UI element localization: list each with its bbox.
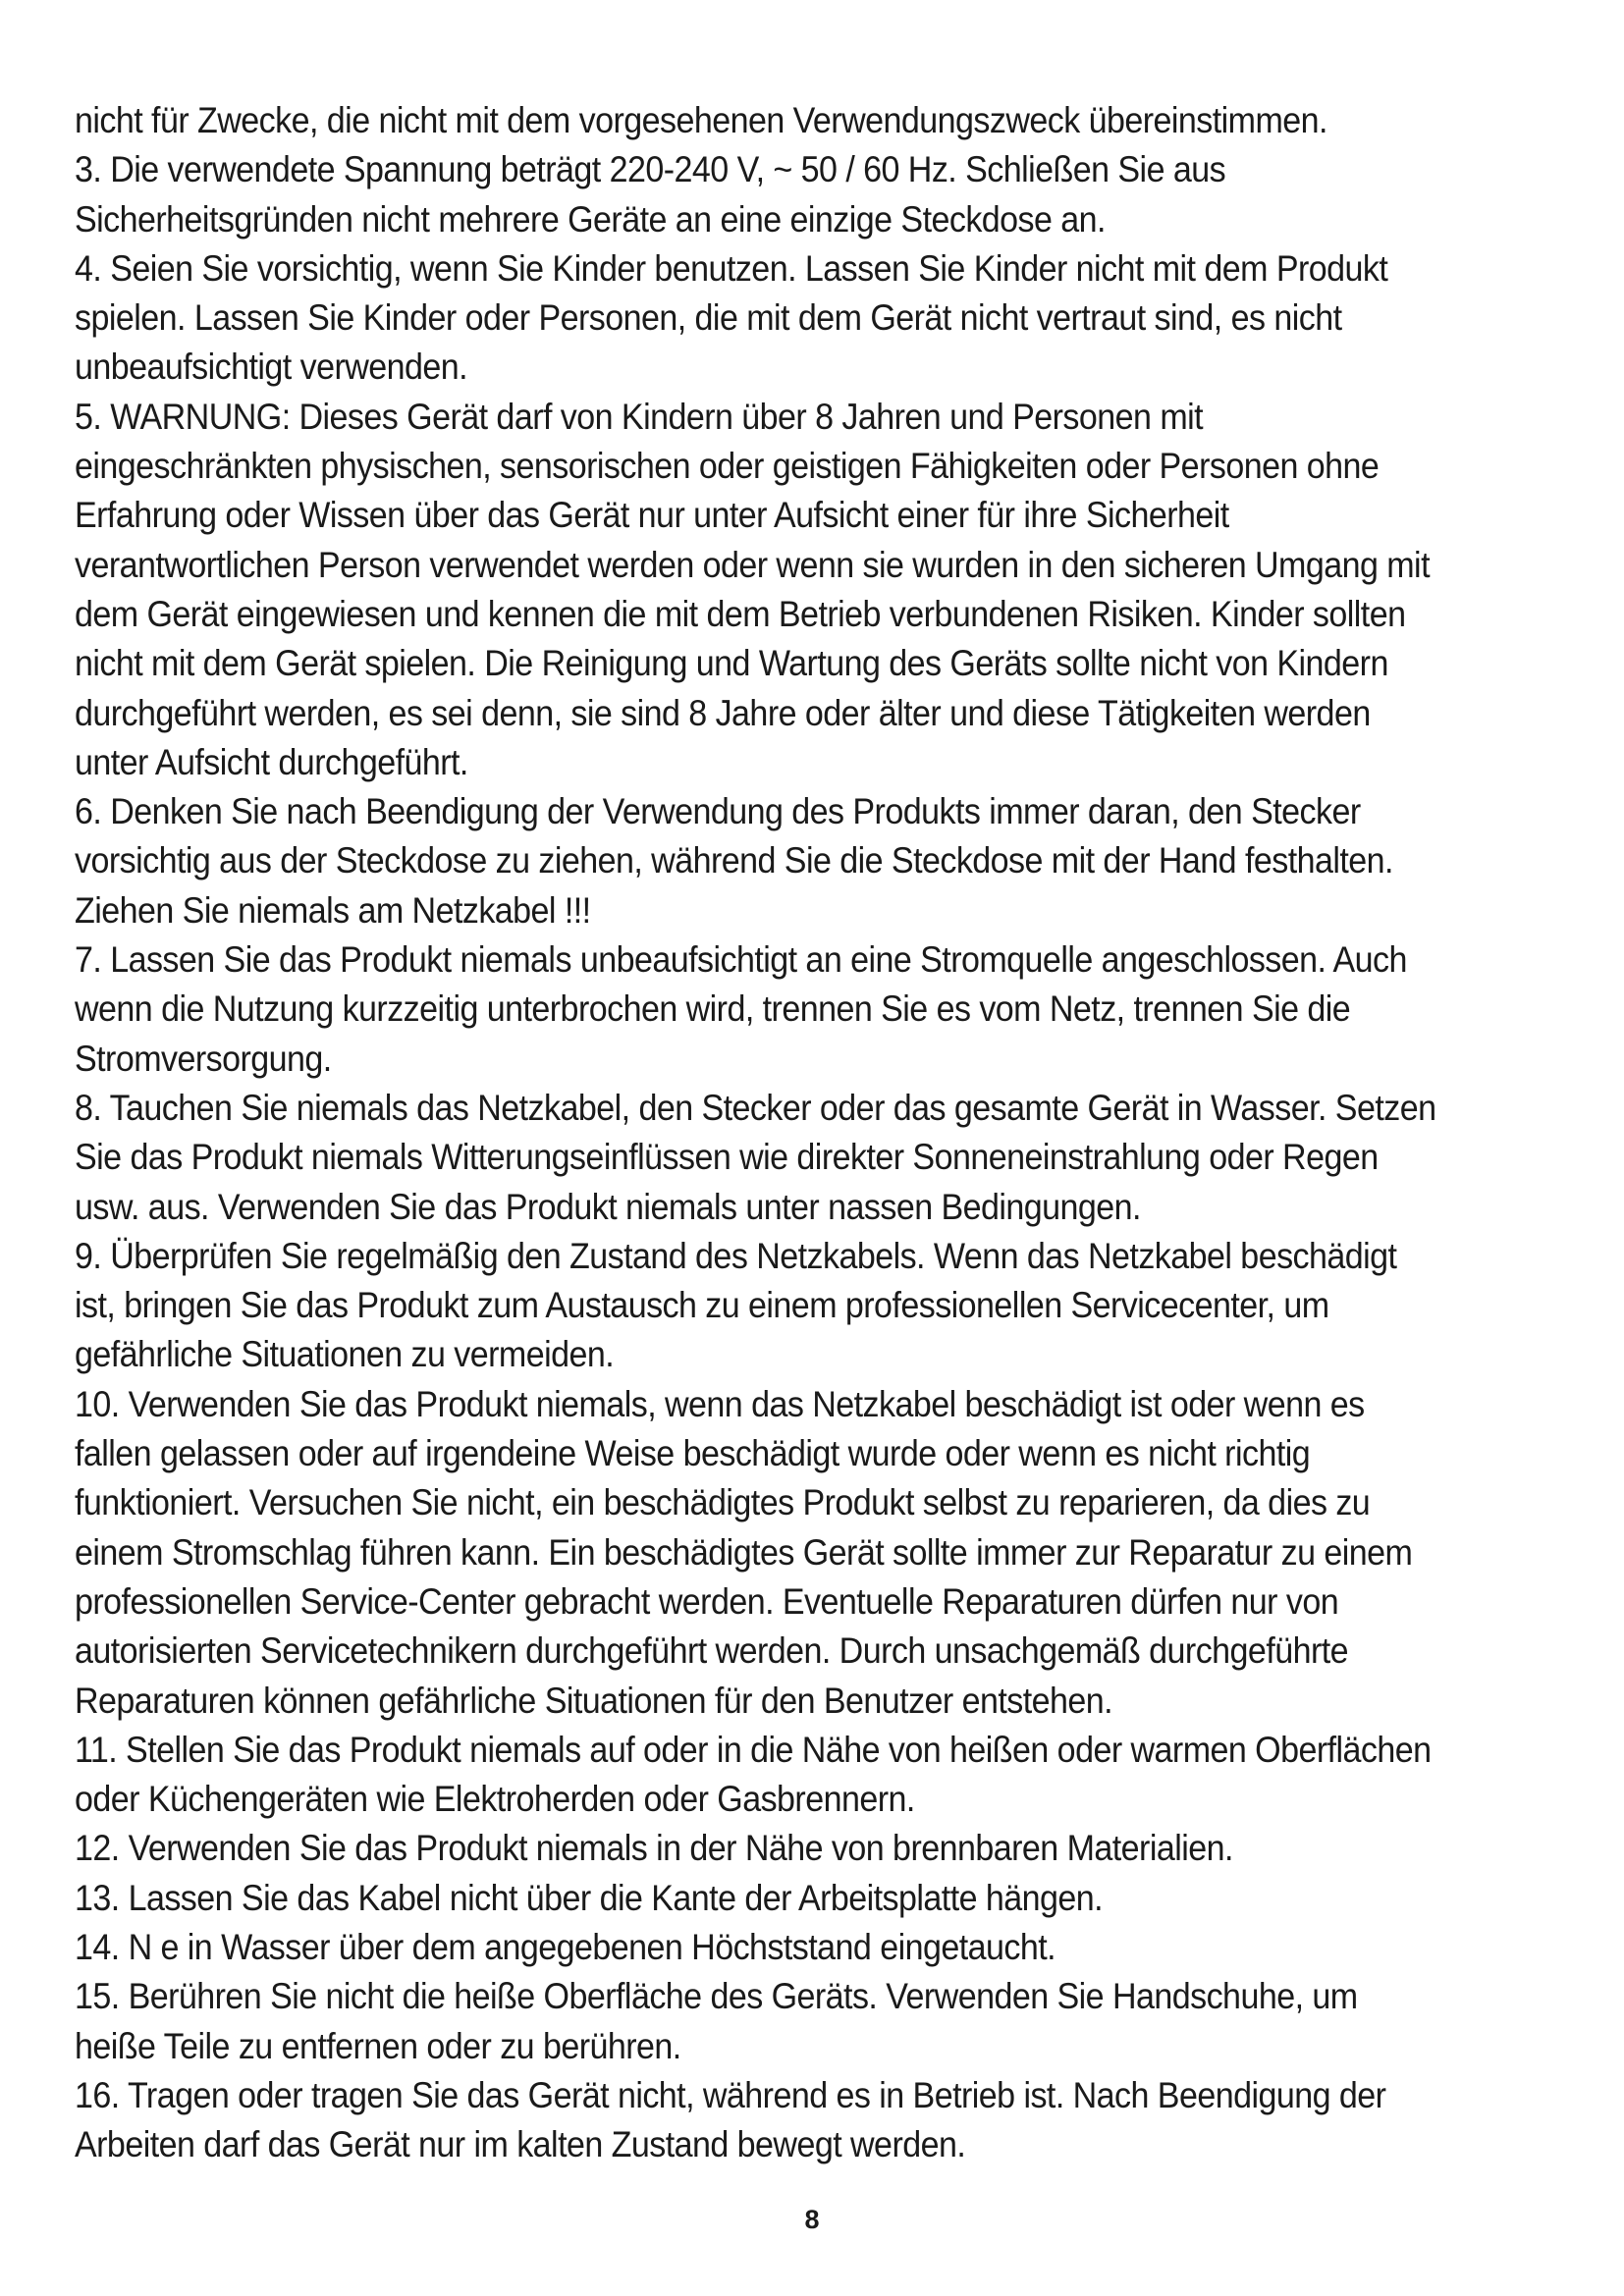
- paragraph-item-15: 15. Berühren Sie nicht die heiße Oberfläche des Geräts. Verwenden Sie Handschuhe, um heiße Teile zu entfernen oder zu berühren.: [75, 1976, 1358, 2066]
- paragraph-item-10: 10. Verwenden Sie das Produkt niemals, wenn das Netzkabel beschädigt ist oder wenn es fallen gelassen oder auf irgendeine Weise beschädigt wurde oder wenn es nicht richtig funktioniert. Versuchen Sie nicht, ein beschädigtes Produkt selbst zu reparieren, da dies zu einem Stromschlag führen kann. Ein beschädigtes Gerät sollte immer zur Reparatur zu einem professionellen Service-Center gebracht werden. Eventuelle Reparaturen dürfen nur von autorisierten Servicetechnikern durchgeführt werden. Durch unsachgemäß durchgeführte Reparaturen können gefährliche Situationen für den Benutzer entstehen.: [75, 1383, 1413, 1721]
- paragraph-item-6: 6. Denken Sie nach Beendigung der Verwendung des Produkts immer daran, den Stecker vorsichtig aus der Steckdose zu ziehen, während Sie die Steckdose mit der Hand festhalten. Ziehen Sie niemals am Netzkabel !!!: [75, 791, 1393, 931]
- paragraph-item-9: 9. Überprüfen Sie regelmäßig den Zustand des Netzkabels. Wenn das Netzkabel beschädigt ist, bringen Sie das Produkt zum Austausch zu einem professionellen Servicecenter, um gefährliche Situationen zu vermeiden.: [75, 1235, 1397, 1375]
- document-body: [75, 96, 1438, 2169]
- paragraph-item-14: 14. N e in Wasser über dem angegebenen Höchststand eingetaucht.: [75, 1926, 1056, 1967]
- paragraph-continuation: nicht für Zwecke, die nicht mit dem vorgesehenen Verwendungszweck übereinstimmen.: [75, 100, 1327, 140]
- paragraph-item-8: 8. Tauchen Sie niemals das Netzkabel, den Stecker oder das gesamte Gerät in Wasser. Setzen Sie das Produkt niemals Witterungseinflüssen wie direkter Sonneneinstrahlung oder Regen usw. aus. Verwenden Sie das Produkt niemals unter nassen Bedingungen.: [75, 1087, 1436, 1227]
- paragraph-item-13: 13. Lassen Sie das Kabel nicht über die Kante der Arbeitsplatte hängen.: [75, 1877, 1104, 1918]
- paragraph-item-12: 12. Verwenden Sie das Produkt niemals in der Nähe von brennbaren Materialien.: [75, 1828, 1233, 1869]
- paragraph-item-16: 16. Tragen oder tragen Sie das Gerät nicht, während es in Betrieb ist. Nach Beendigung der Arbeiten darf das Gerät nur im kalten Zustand bewegt werden.: [75, 2074, 1386, 2165]
- paragraph-item-7: 7. Lassen Sie das Produkt niemals unbeaufsichtigt an eine Stromquelle angeschlossen. Auch wenn die Nutzung kurzzeitig unterbrochen wird, trennen Sie es vom Netz, trennen Sie die Stromversorgung.: [75, 939, 1407, 1079]
- paragraph-item-4: 4. Seien Sie vorsichtig, wenn Sie Kinder benutzen. Lassen Sie Kinder nicht mit dem Produkt spielen. Lassen Sie Kinder oder Personen, die mit dem Gerät nicht vertraut sind, es nicht unbeaufsichtigt verwenden.: [75, 247, 1388, 388]
- paragraph-item-11: 11. Stellen Sie das Produkt niemals auf oder in die Nähe von heißen oder warmen Oberflächen oder Küchengeräten wie Elektroherden oder Gasbrennern.: [75, 1729, 1432, 1820]
- paragraph-item-3: 3. Die verwendete Spannung beträgt 220-240 V, ~ 50 / 60 Hz. Schließen Sie aus Sicherheitsgründen nicht mehrere Geräte an eine einzige Steckdose an.: [75, 149, 1226, 240]
- paragraph-item-5: 5. WARNUNG: Dieses Gerät darf von Kindern über 8 Jahren und Personen mit eingeschränkten physischen, sensorischen oder geistigen Fähigkeiten oder Personen ohne Erfahrung oder Wissen über das Gerät nur unter Aufsicht einer für ihre Sicherheit verantwortlichen Person verwendet werden oder wenn sie wurden in den sicheren Umgang mit dem Gerät eingewiesen und kennen die mit dem Betrieb verbundenen Risiken. Kinder sollten nicht mit dem Gerät spielen. Die Reinigung und Wartung des Geräts sollte nicht von Kindern durchgeführt werden, es sei denn, sie sind 8 Jahre oder älter und diese Tätigkeiten werden unter Aufsicht durchgeführt.: [75, 396, 1430, 782]
- page-number: 8: [804, 2205, 820, 2234]
